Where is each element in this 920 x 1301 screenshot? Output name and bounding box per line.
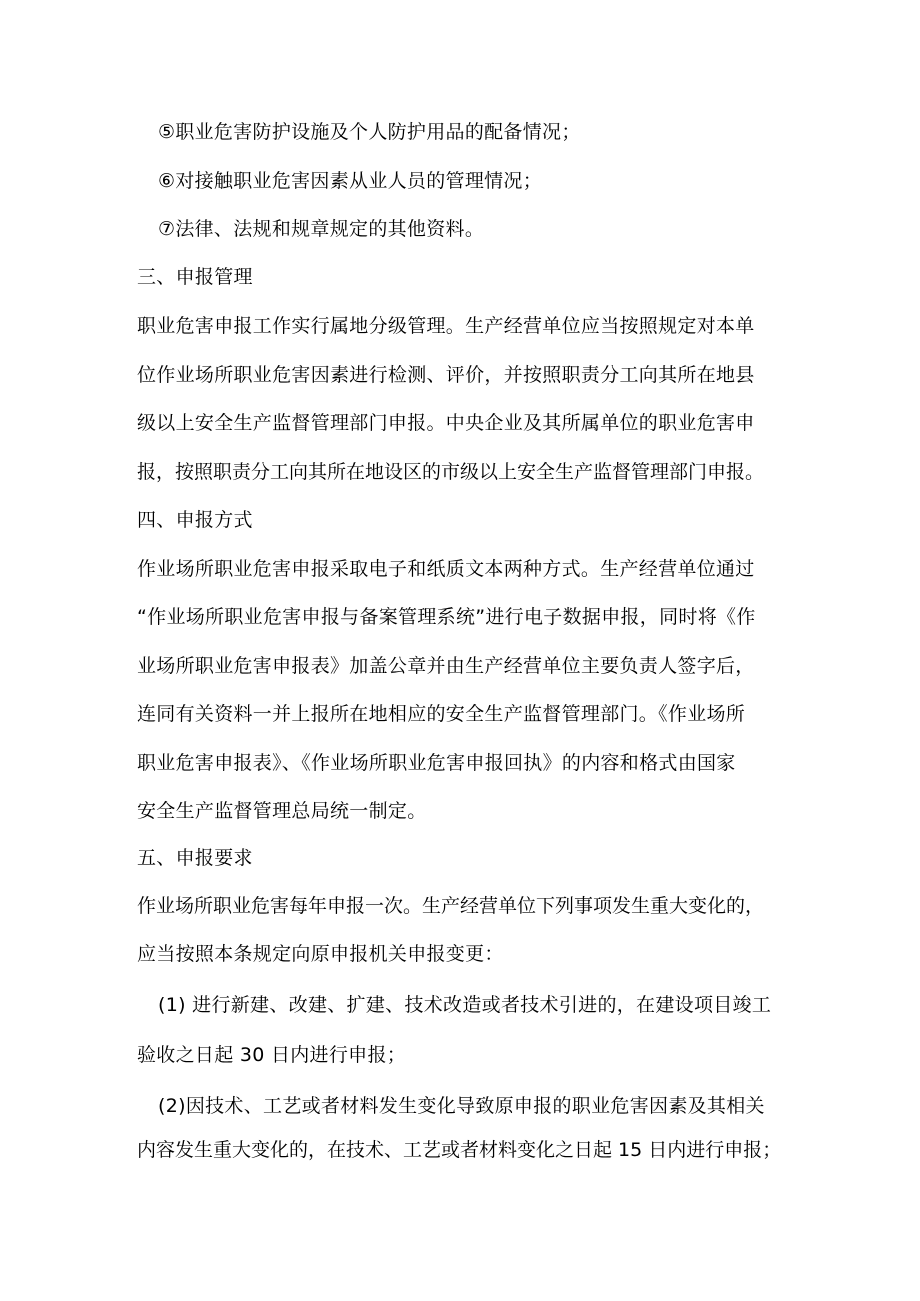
list-item-7: ⑦法律、法规和规章规定的其他资料。 — [158, 218, 485, 240]
paragraph-line: “作业场所职业危害申报与备案管理系统”进行电子数据申报，同时将《作 — [137, 606, 756, 628]
list-item-1-line: (1) 进行新建、改建、扩建、技术改造或者技术引进的，在建设项目竣工 — [158, 994, 772, 1016]
paragraph-line: 安全生产监督管理总局统一制定。 — [137, 800, 427, 822]
list-item-2-line: 内容发生重大变化的，在技术、工艺或者材料变化之日起 15 日内进行申报； — [137, 1139, 782, 1161]
paragraph-line: 业场所职业危害申报表》加盖公章并由生产经营单位主要负责人签字后， — [137, 655, 755, 677]
list-item-5: ⑤职业危害防护设施及个人防护用品的配备情况； — [158, 121, 581, 143]
paragraph-line: 级以上安全生产监督管理部门申报。中央企业及其所属单位的职业危害申 — [137, 412, 755, 434]
list-item-6: ⑥对接触职业危害因素从业人员的管理情况； — [158, 170, 543, 192]
section-heading-5: 五、申报要求 — [137, 847, 253, 869]
section-heading-3: 三、申报管理 — [137, 266, 253, 288]
list-item-1-line: 验收之日起 30 日内进行申报； — [137, 1044, 407, 1066]
list-item-2-line: (2)因技术、工艺或者材料发生变化导致原申报的职业危害因素及其相关 — [158, 1095, 765, 1117]
paragraph-line: 连同有关资料一并上报所在地相应的安全生产监督管理部门。《作业场所 — [137, 703, 746, 725]
paragraph-line: 职业危害申报工作实行属地分级管理。生产经营单位应当按照规定对本单 — [137, 315, 755, 337]
paragraph-line: 位作业场所职业危害因素进行检测、评价，并按照职责分工向其所在地县 — [137, 364, 755, 386]
paragraph-line: 报，按照职责分工向其所在地设区的市级以上安全生产监督管理部门申报。 — [137, 461, 765, 483]
paragraph-line: 作业场所职业危害每年申报一次。生产经营单位下列事项发生重大变化的， — [137, 895, 765, 917]
paragraph-line: 应当按照本条规定向原申报机关申报变更： — [137, 943, 504, 965]
section-heading-4: 四、申报方式 — [137, 509, 253, 531]
paragraph-line: 作业场所职业危害申报采取电子和纸质文本两种方式。生产经营单位通过 — [137, 558, 755, 580]
paragraph-line: 职业危害申报表》、《作业场所职业危害申报回执》的内容和格式由国家 — [137, 752, 736, 774]
